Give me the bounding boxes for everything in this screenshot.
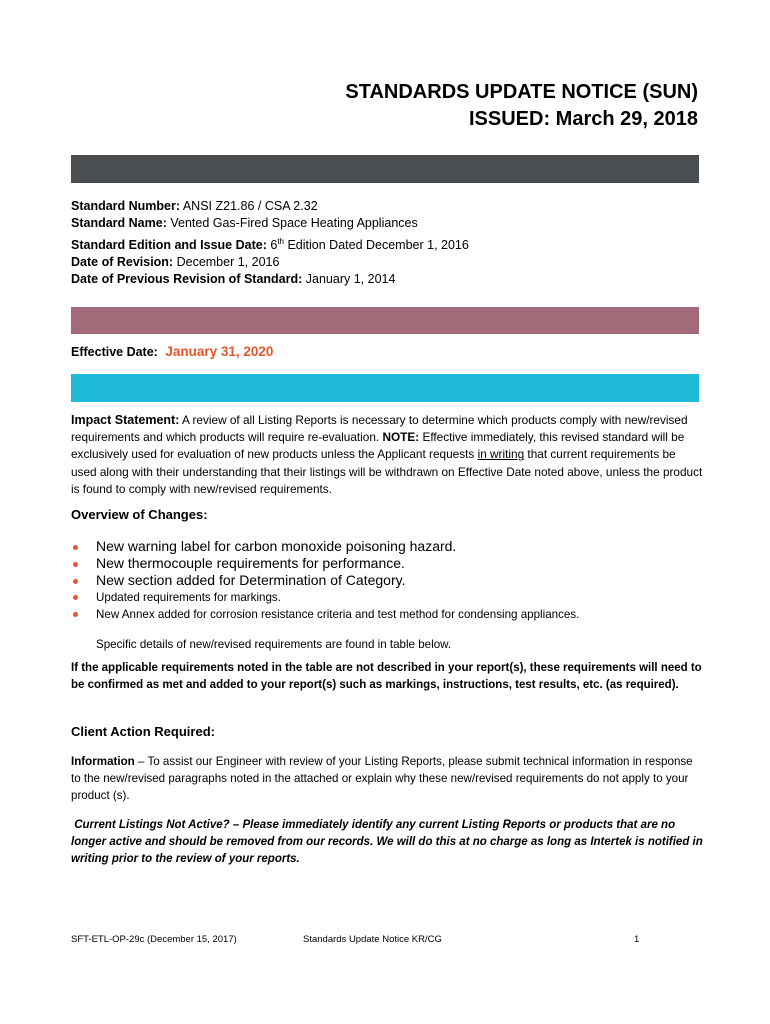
overview-heading: Overview of Changes: — [71, 507, 208, 522]
list-item — [71, 589, 579, 606]
effective-date-value: January 31, 2020 — [165, 344, 274, 359]
impact-note-label: NOTE: — [382, 430, 420, 445]
edition-superscript: th — [277, 236, 284, 246]
previous-revision-line — [71, 271, 469, 288]
list-item-text: New thermocouple requirements for performance. — [96, 555, 405, 571]
standard-number-label: Standard Number: — [71, 199, 181, 213]
dark-header-band — [71, 155, 699, 183]
standard-name-label: Standard Name: — [71, 216, 167, 231]
applicable-requirements-note: If the applicable requirements noted in the table are not described in your report(s), these requirements will need to be confirmed as met and added to your report(s) such as markings, instructions, test results, etc. (as required). — [71, 662, 702, 691]
previous-revision-label: Date of Previous Revision of Standard: — [71, 272, 303, 287]
information-paragraph — [71, 754, 703, 805]
edition-rest: Edition Dated December 1, 2016 — [287, 237, 469, 252]
footer-center-text: Standards Update Notice KR/CG — [303, 934, 442, 945]
inactive-listings-text: Current Listings Not Active? – Please immediately identify any current Listing Reports or products that are no longer active and should be removed from our records. We will do this at no charge as long as Intertek is notified in writing prior to the review of your reports. — [71, 819, 703, 865]
impact-statement — [71, 412, 703, 498]
standard-edition-label: Standard Edition and Issue Date: — [71, 237, 267, 252]
revision-date-line — [71, 254, 469, 271]
list-item — [71, 555, 579, 572]
specific-details-text: Specific details of new/revised requirements are found in table below. — [96, 638, 452, 651]
list-item-text: Updated requirements for markings. — [96, 591, 281, 604]
title-line-1: STANDARDS UPDATE NOTICE (SUN) — [345, 81, 698, 103]
list-item-text: New warning label for carbon monoxide poisoning hazard. — [96, 538, 457, 554]
effective-date-label: Effective Date: — [71, 345, 158, 359]
client-action-heading: Client Action Required: — [71, 724, 215, 739]
impact-underlined: in writing — [477, 447, 525, 462]
list-item — [71, 606, 579, 623]
standard-number-value: ANSI Z21.86 / CSA 2.32 — [182, 199, 318, 213]
bullet-icon — [73, 562, 78, 567]
impact-text-3: that current requirements be used along with their understanding that their listings will be withdrawn on Effective Date noted above, unless the product is found to comply with new/revised requirements. — [71, 447, 703, 496]
overview-list — [71, 538, 579, 623]
mauve-band — [71, 307, 699, 334]
previous-revision-value: January 1, 2014 — [305, 272, 396, 287]
information-label: Information — [71, 755, 135, 768]
bullet-icon — [73, 545, 78, 550]
inactive-listings-note — [71, 817, 703, 867]
standard-edition-line — [71, 233, 469, 254]
effective-date — [71, 344, 273, 359]
impact-text-2: Effective immediately, this revised standard will be exclusively used for evaluation of new products unless the Applicant requests — [71, 430, 685, 462]
standard-name-line — [71, 215, 469, 232]
edition-number: 6 — [270, 237, 278, 252]
revision-date-value: December 1, 2016 — [176, 255, 280, 270]
footer-doc-id: SFT-ETL-OP-29c (December 15, 2017) — [71, 934, 237, 945]
list-item-text: New Annex added for corrosion resistance criteria and test method for condensing appliances. — [96, 608, 580, 621]
list-item — [71, 538, 579, 555]
standard-info-block — [71, 198, 469, 289]
cyan-band — [71, 374, 699, 402]
bullet-icon — [73, 579, 78, 584]
title-line-2: ISSUED: March 29, 2018 — [469, 108, 698, 130]
revision-date-label: Date of Revision: — [71, 255, 174, 270]
bullet-icon — [73, 595, 78, 600]
impact-text-1: A review of all Listing Reports is necessary to determine which products comply with new/revised requirements and which products will require re-evaluation. — [71, 413, 688, 445]
impact-statement-label: Impact Statement: — [71, 413, 180, 427]
page-number: 1 — [634, 934, 640, 945]
standard-number-line — [71, 198, 469, 215]
list-item-text: New section added for Determination of Category. — [96, 572, 406, 588]
bullet-icon — [73, 612, 78, 617]
standard-name-value: Vented Gas-Fired Space Heating Appliances — [170, 216, 418, 231]
information-text: – To assist our Engineer with review of your Listing Reports, please submit technical information in response to the new/revised paragraphs noted in the attached or explain why these new/revised requirements do not apply to your product (s). — [71, 755, 693, 802]
list-item — [71, 572, 579, 589]
